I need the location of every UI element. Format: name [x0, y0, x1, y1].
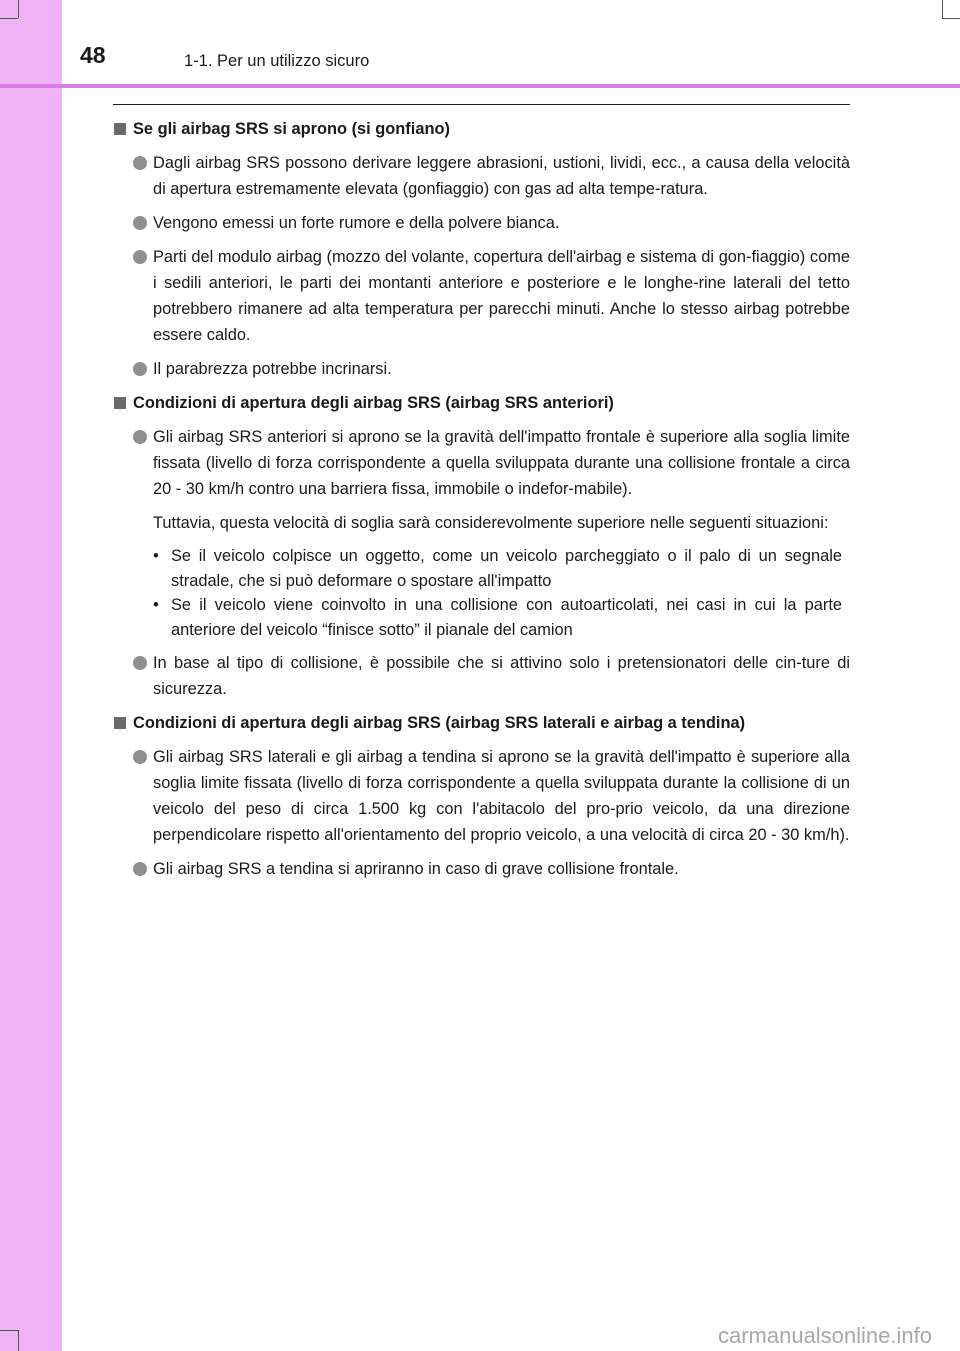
- circle-bullet-icon: [133, 362, 147, 376]
- content-top-rule: [113, 104, 850, 105]
- crop-mark: [0, 18, 18, 19]
- sub-list-item: • Se il veicolo viene coinvolto in una collisione con autoarticolati, nei casi in cui la parte anteriore del veicolo “finisce sotto” il pianale del camion: [113, 593, 850, 642]
- circle-bullet-icon: [133, 750, 147, 764]
- square-bullet-icon: [114, 123, 126, 135]
- side-tab-band: [0, 0, 62, 1351]
- crop-mark: [18, 1330, 19, 1351]
- dot-bullet-icon: •: [153, 547, 159, 565]
- crop-mark: [18, 0, 19, 18]
- section-heading: Se gli airbag SRS si aprono (si gonfiano): [113, 116, 850, 142]
- sub-list: [113, 544, 850, 642]
- crop-mark: [942, 0, 943, 18]
- circle-bullet-icon: [133, 862, 147, 876]
- square-bullet-icon: [114, 397, 126, 409]
- header-divider: [0, 84, 960, 88]
- circle-bullet-icon: [133, 216, 147, 230]
- page-number: 48: [80, 42, 106, 68]
- header-background: [62, 0, 960, 84]
- page-content: [113, 116, 850, 890]
- section-heading: Condizioni di apertura degli airbag SRS (airbag SRS anteriori): [113, 390, 850, 416]
- circle-bullet-icon: [133, 156, 147, 170]
- list-item: Gli airbag SRS laterali e gli airbag a tendina si aprono se la gravità dell'impatto è superiore alla soglia limite fissata (livello di forza corrispondente a quella sviluppata durante la collisione di un veicolo del peso di circa 1.500 kg con l'abitacolo del pro-prio veicolo, da una direzione perpendicolare rispetto all'orientamento del proprio veicolo, a una velocità di circa 20 - 30 km/h).: [113, 744, 850, 848]
- list-item: In base al tipo di collisione, è possibile che si attivino solo i pretensionatori delle cin-ture di sicurezza.: [113, 650, 850, 702]
- note-paragraph: Tuttavia, questa velocità di soglia sarà considerevolmente superiore nelle seguenti situazioni:: [153, 514, 829, 532]
- crop-mark: [942, 18, 960, 19]
- list-item: Dagli airbag SRS possono derivare leggere abrasioni, ustioni, lividi, ecc., a causa della velocità di apertura estremamente elevata (gonfiaggio) con gas ad alta tempe-ratura.: [113, 150, 850, 202]
- square-bullet-icon: [114, 717, 126, 729]
- list-item: Gli airbag SRS anteriori si aprono se la gravità dell'impatto frontale è superiore alla soglia limite fissata (livello di forza corrispondente a quella sviluppata durante una collisione frontale a circa 20 - 30 km/h contro una barriera fissa, immobile o indefor-mabile).: [113, 424, 850, 502]
- watermark-text: carmanualsonline.info: [717, 1323, 932, 1348]
- circle-bullet-icon: [133, 250, 147, 264]
- section-heading: Condizioni di apertura degli airbag SRS (airbag SRS laterali e airbag a tendina): [113, 710, 850, 736]
- circle-bullet-icon: [133, 656, 147, 670]
- circle-bullet-icon: [133, 430, 147, 444]
- list-item: Il parabrezza potrebbe incrinarsi.: [113, 356, 850, 382]
- list-item: Gli airbag SRS a tendina si apriranno in caso di grave collisione frontale.: [113, 856, 850, 882]
- list-item: Vengono emessi un forte rumore e della polvere bianca.: [113, 210, 850, 236]
- section-title: 1-1. Per un utilizzo sicuro: [184, 52, 370, 70]
- dot-bullet-icon: •: [153, 596, 159, 614]
- sub-list-item: • Se il veicolo colpisce un oggetto, come un veicolo parcheggiato o il palo di un segnale stradale, che si può deformare o spostare all'impatto: [113, 544, 850, 593]
- crop-mark: [0, 1330, 18, 1331]
- list-item: Parti del modulo airbag (mozzo del volante, copertura dell'airbag e sistema di gon-fiaggio) come i sedili anteriori, le parti dei montanti anteriore e posteriore e le longhe-rine laterali del tetto potrebbero rimanere ad alta temperatura per parecchi minuti. Anche lo stesso airbag potrebbe essere caldo.: [113, 244, 850, 348]
